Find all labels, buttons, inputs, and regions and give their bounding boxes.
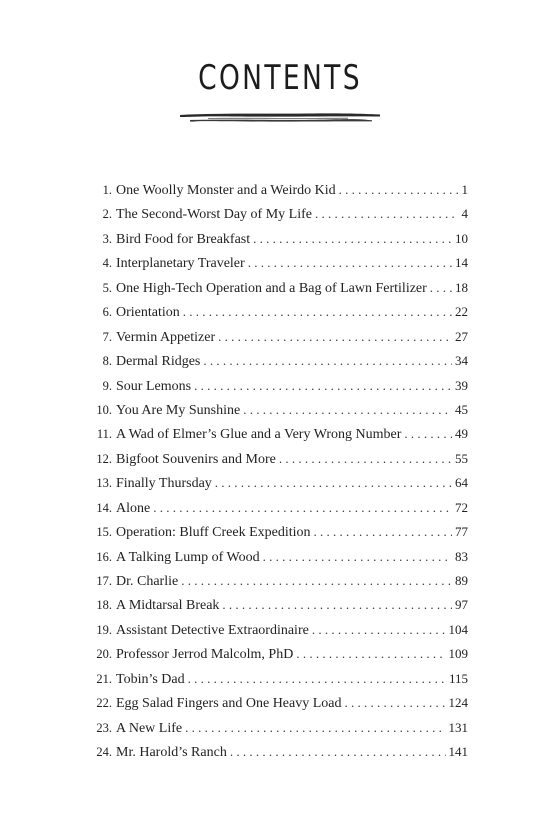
toc-entry[interactable] xyxy=(0,251,560,275)
chapter-line xyxy=(116,740,468,765)
page-number: 18 xyxy=(455,279,468,295)
chapter-line xyxy=(116,471,468,496)
chapter-line xyxy=(116,569,468,594)
toc-entry[interactable] xyxy=(0,398,560,422)
chapter-line xyxy=(116,251,468,276)
chapter-title[interactable]: Finally Thursday xyxy=(116,476,212,492)
toc-entry[interactable] xyxy=(0,374,560,398)
chapter-line xyxy=(116,202,468,227)
chapter-title[interactable]: A Wad of Elmer’s Glue and a Very Wrong Number xyxy=(116,427,402,443)
toc-entry[interactable] xyxy=(0,593,560,617)
chapter-line xyxy=(116,300,468,325)
chapter-line xyxy=(116,422,468,447)
page-number: 141 xyxy=(448,744,468,760)
toc-entry[interactable] xyxy=(0,520,560,544)
chapter-title[interactable]: Dr. Charlie xyxy=(116,574,179,589)
toc-entry[interactable] xyxy=(0,545,560,569)
page-number: 45 xyxy=(455,401,468,417)
chapter-line xyxy=(116,374,468,399)
chapter-line xyxy=(116,545,468,570)
chapter-line xyxy=(116,716,468,741)
toc-entry[interactable] xyxy=(0,569,560,593)
toc-entry[interactable] xyxy=(0,227,560,251)
dot-leader xyxy=(339,178,459,202)
chapter-title[interactable]: Professor Jerrod Malcolm, PhD xyxy=(116,647,294,663)
chapter-number: 15. xyxy=(96,525,112,540)
page-number: 131 xyxy=(448,719,468,735)
page-number: 10 xyxy=(455,230,468,246)
chapter-title[interactable]: Vermin Appetizer xyxy=(116,329,216,345)
dot-leader xyxy=(230,740,446,764)
chapter-title[interactable]: Bigfoot Souvenirs and More xyxy=(116,451,276,467)
toc-entry[interactable] xyxy=(0,691,560,715)
page-number: 64 xyxy=(455,475,468,491)
dot-leader xyxy=(263,545,452,569)
toc-entry[interactable] xyxy=(0,276,560,300)
page-number: 77 xyxy=(455,524,468,540)
chapter-number: 16. xyxy=(96,549,112,564)
chapter-title[interactable]: One Woolly Monster and a Weirdo Kid xyxy=(116,183,336,198)
page-number: 39 xyxy=(455,377,468,393)
toc-entry[interactable] xyxy=(0,496,560,520)
chapter-number: 7. xyxy=(102,329,112,344)
chapter-number: 6. xyxy=(102,305,112,320)
chapter-number: 2. xyxy=(102,207,112,222)
title-underline-decoration xyxy=(178,110,382,124)
dot-leader xyxy=(430,276,452,300)
chapter-number: 5. xyxy=(102,280,112,295)
page-number: 55 xyxy=(455,450,468,466)
dot-leader xyxy=(185,716,445,740)
chapter-title[interactable]: Tobin’s Dad xyxy=(116,671,185,687)
chapter-number: 11. xyxy=(96,427,112,442)
chapter-title[interactable]: Bird Food for Breakfast xyxy=(116,231,251,247)
page-number: 115 xyxy=(448,670,468,686)
dot-leader xyxy=(215,471,452,495)
chapter-line xyxy=(116,349,468,374)
chapter-line xyxy=(116,325,468,350)
chapter-line xyxy=(116,618,468,643)
dot-leader xyxy=(183,300,452,324)
dot-leader xyxy=(404,422,452,446)
dot-leader xyxy=(312,618,446,642)
toc-entry[interactable] xyxy=(0,740,560,764)
dot-leader xyxy=(243,398,452,422)
chapter-line xyxy=(116,496,468,521)
chapter-line xyxy=(116,667,468,692)
chapter-title[interactable]: A New Life xyxy=(116,720,183,736)
table-of-contents xyxy=(0,178,560,765)
chapter-title[interactable]: Sour Lemons xyxy=(116,378,192,394)
toc-entry[interactable] xyxy=(0,300,560,324)
page-title: CONTENTS xyxy=(198,58,362,98)
chapter-number: 22. xyxy=(96,696,112,711)
chapter-number: 8. xyxy=(102,354,112,369)
chapter-line xyxy=(116,642,468,667)
chapter-number: 24. xyxy=(96,745,112,760)
dot-leader xyxy=(181,569,452,593)
chapter-line xyxy=(116,691,468,716)
chapter-line xyxy=(116,178,468,203)
page-number: 14 xyxy=(455,255,468,271)
chapter-number: 13. xyxy=(96,476,112,491)
toc-entry[interactable] xyxy=(0,325,560,349)
dot-leader xyxy=(345,691,446,715)
chapter-number: 4. xyxy=(102,256,112,271)
chapter-number: 1. xyxy=(102,183,112,197)
chapter-title[interactable]: Mr. Harold’s Ranch xyxy=(116,745,227,761)
dot-leader xyxy=(218,325,452,349)
dot-leader xyxy=(188,667,446,691)
dot-leader xyxy=(314,520,452,544)
page-number: 124 xyxy=(448,695,468,711)
dot-leader xyxy=(279,447,452,471)
chapter-number: 23. xyxy=(96,720,112,735)
chapter-title[interactable]: Orientation xyxy=(116,305,180,321)
toc-entry[interactable] xyxy=(0,667,560,691)
dot-leader xyxy=(248,251,452,275)
chapter-title[interactable]: A Midtarsal Break xyxy=(116,598,220,614)
chapter-number: 18. xyxy=(96,598,112,613)
page-number: 72 xyxy=(455,499,468,515)
chapter-title[interactable]: Dermal Ridges xyxy=(116,354,201,370)
chapter-line xyxy=(116,520,468,545)
chapter-number: 19. xyxy=(96,622,112,637)
chapter-title[interactable]: Assistant Detective Extraordinaire xyxy=(116,622,309,638)
dot-leader xyxy=(315,202,459,226)
page-number: 83 xyxy=(455,548,468,564)
dot-leader xyxy=(222,593,452,617)
toc-entry[interactable] xyxy=(0,178,560,202)
dot-leader xyxy=(153,496,452,520)
chapter-title[interactable]: A Talking Lump of Wood xyxy=(116,549,260,565)
chapter-title[interactable]: One High-Tech Operation and a Bag of Lawn Fertilizer xyxy=(116,280,427,296)
chapter-title[interactable]: The Second-Worst Day of My Life xyxy=(116,207,312,223)
chapter-number: 9. xyxy=(102,378,112,393)
dot-leader xyxy=(203,349,452,373)
chapter-line xyxy=(116,447,468,472)
chapter-number: 20. xyxy=(96,647,112,662)
toc-entry[interactable] xyxy=(0,716,560,740)
page-number: 22 xyxy=(455,304,468,320)
chapter-line xyxy=(116,593,468,618)
dot-leader xyxy=(194,374,452,398)
chapter-title[interactable]: Operation: Bluff Creek Expedition xyxy=(116,525,311,541)
page-number: 97 xyxy=(455,597,468,613)
chapter-line xyxy=(116,276,468,301)
page-number: 34 xyxy=(455,353,468,369)
chapter-number: 21. xyxy=(96,671,112,686)
chapter-number: 17. xyxy=(96,574,112,588)
page-number: 27 xyxy=(455,328,468,344)
page-number: 4 xyxy=(461,206,468,222)
page-number: 89 xyxy=(455,573,468,588)
page-number: 109 xyxy=(448,646,468,662)
chapter-title[interactable]: You Are My Sunshine xyxy=(116,402,241,418)
toc-entry[interactable] xyxy=(0,471,560,495)
page-number: 49 xyxy=(455,426,468,442)
page-number: 104 xyxy=(448,621,468,637)
toc-entry[interactable] xyxy=(0,618,560,642)
page-number: 1 xyxy=(461,182,468,197)
toc-entry[interactable] xyxy=(0,642,560,666)
dot-leader xyxy=(296,642,445,666)
chapter-title[interactable]: Egg Salad Fingers and One Heavy Load xyxy=(116,696,342,712)
dot-leader xyxy=(253,227,452,251)
toc-entry[interactable] xyxy=(0,202,560,226)
chapter-line xyxy=(116,227,468,252)
chapter-line xyxy=(116,398,468,423)
toc-entry[interactable] xyxy=(0,422,560,446)
toc-entry[interactable] xyxy=(0,349,560,373)
chapter-number: 10. xyxy=(96,402,112,417)
chapter-number: 12. xyxy=(96,451,112,466)
chapter-title[interactable]: Alone xyxy=(116,500,151,516)
chapter-title[interactable]: Interplanetary Traveler xyxy=(116,256,245,272)
chapter-number: 3. xyxy=(102,231,112,246)
toc-entry[interactable] xyxy=(0,447,560,471)
chapter-number: 14. xyxy=(96,500,112,515)
